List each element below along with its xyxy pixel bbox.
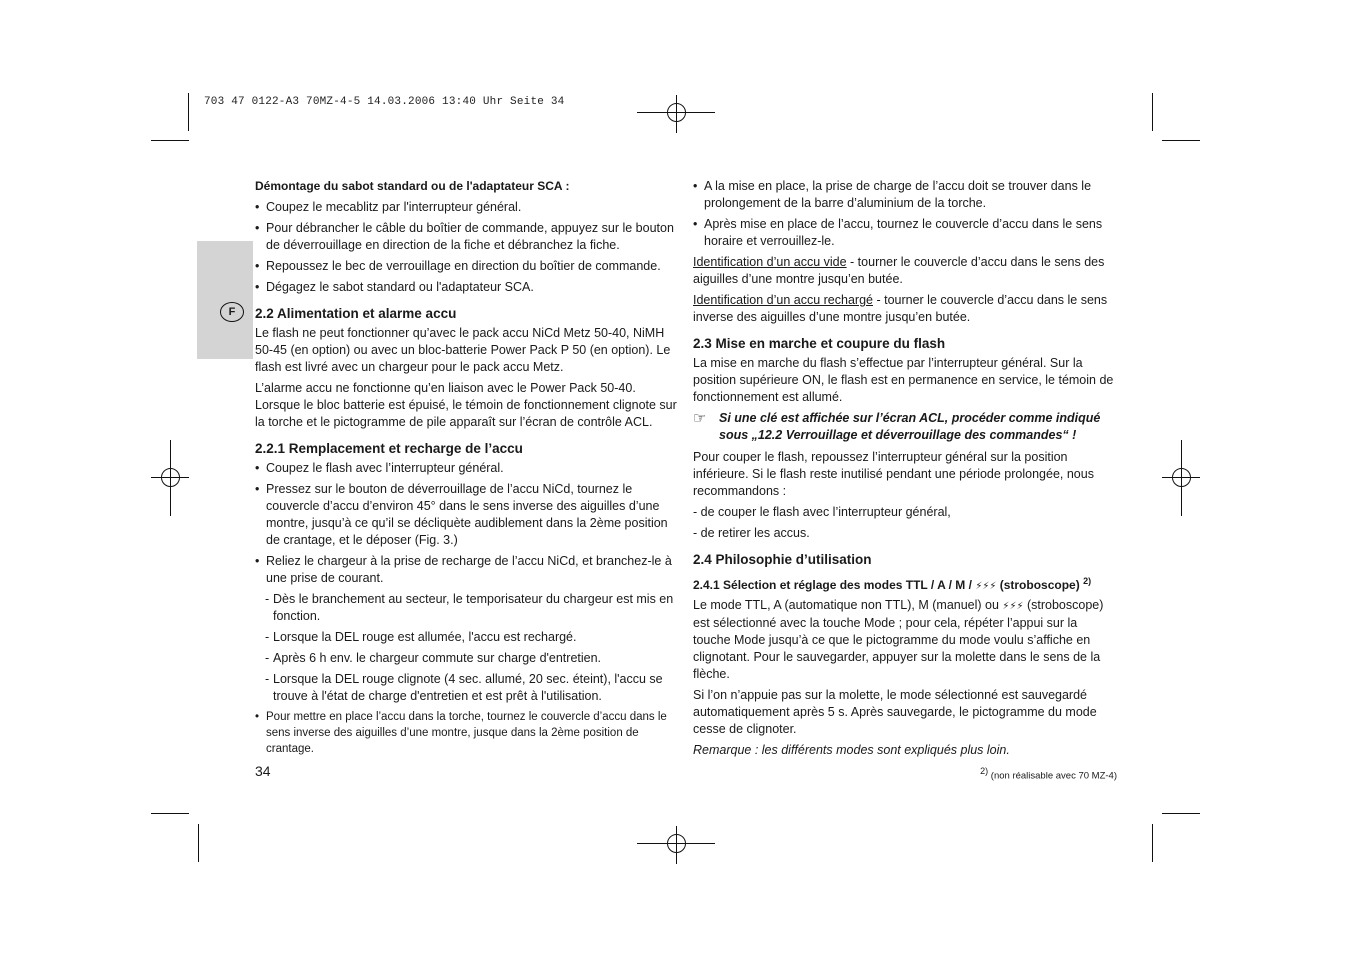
paragraph: Identification d’un accu rechargé - tourner le couvercle d’accu dans le sens inverse des aiguilles d’une montre jusqu’en butée. xyxy=(693,293,1108,324)
dash-item: - Après 6 h env. le chargeur commute sur charge d'entretien. xyxy=(265,651,602,665)
dash-item: - Dès le branchement au secteur, le temporisateur du chargeur est mis en fonction. xyxy=(265,592,674,623)
dash-item: - Lorsque la DEL rouge clignote (4 sec. allumé, 20 sec. éteint), l'accu se trouve à l'état de charge d'entretien et est prêt à l'utilisation. xyxy=(265,672,663,703)
paragraph: Si l’on n’appuie pas sur la molette, le mode sélectionné est sauvegardé automatiquement après 5 s. Après sauvegarde, le pictogramme du mode cesse de clignoter. xyxy=(693,688,1097,736)
list-item: • Reliez le chargeur à la prise de recharge de l’accu NiCd, et branchez-le à une prise de courant. xyxy=(255,554,672,585)
language-tab xyxy=(197,241,253,359)
remark: Remarque : les différents modes sont expliqués plus loin. xyxy=(693,743,1010,757)
dash-item: - Lorsque la DEL rouge est allumée, l'accu est rechargé. xyxy=(265,630,577,644)
note: ☞ Si une clé est affichée sur l’écran ACL, procéder comme indiqué sous „12.2 Verrouillage et déverrouillage des commandes“ ! xyxy=(693,410,1101,442)
list-item: - de couper le flash avec l’interrupteur général, xyxy=(693,505,951,519)
footnote: $^{2)}$ (non réalisable avec 70 MZ-4) xyxy=(980,766,1117,782)
paragraph: Identification d’un accu vide - tourner le couvercle d’accu dans le sens des aiguilles d’une montre jusqu’en butée. xyxy=(693,255,1105,286)
print-header: 703 47 0122-A3 70MZ-4-5 14.03.2006 13:40 Uhr Seite 34 xyxy=(204,96,565,108)
list-item: • Coupez le mecablitz par l'interrupteur général. xyxy=(255,200,522,214)
pointing-hand-icon: ☞ xyxy=(693,410,707,427)
list-item: • A la mise en place, la prise de charge de l’accu doit se trouver dans le prolongement de la barre d’aluminium de la torche. xyxy=(693,179,1092,210)
list-item: • Dégagez le sabot standard ou l'adaptateur SCA. xyxy=(255,280,534,294)
list-item: • Pour mettre en place l’accu dans la torche, tournez le couvercle d’accu dans le sens inverse des aiguilles d’une montre, jusque dans la 2ème position de crantage. xyxy=(255,711,667,755)
term-charged-battery: Identification d’un accu rechargé xyxy=(693,293,873,307)
heading-2-2: 2.2 Alimentation et alarme accu xyxy=(255,306,457,321)
list-item: • Coupez le flash avec l’interrupteur général. xyxy=(255,461,504,475)
list-item: • Pressez sur le bouton de déverrouillage de l’accu NiCd, tournez le couvercle d’accu d’environ 45° dans le sens inverse des aiguilles d’une montre, jusqu’à ce qu’il se décliquète audiblement dans la 2ème position de crantage, et le déposer (Fig. 3.) xyxy=(255,482,668,547)
paragraph: L’alarme accu ne fonctionne qu’en liaison avec le Power Pack 50-40. Lorsque le bloc batterie est épuisé, le témoin de fonctionnement clignote sur la torche et le pictogramme de pile apparaît sur l’écran de contrôle ACL. xyxy=(255,381,677,429)
heading-2-4: 2.4 Philosophie d’utilisation xyxy=(693,552,872,567)
heading-2-2-1: 2.2.1 Remplacement et recharge de l’accu xyxy=(255,441,523,456)
heading-2-3: 2.3 Mise en marche et coupure du flash xyxy=(693,336,946,351)
right-column xyxy=(693,178,1117,785)
paragraph: Le flash ne peut fonctionner qu’avec le pack accu NiCd Metz 50-40, NiMH 50-45 (en option) ou avec un bloc-batterie Power Pack P 50 (en option). Le flash est livré avec un chargeur pour le pack accu Metz. xyxy=(255,326,671,374)
stroboscope-icon: ⚡⚡⚡ xyxy=(1002,601,1024,612)
stroboscope-icon: ⚡⚡⚡ xyxy=(975,581,997,592)
heading-demontage: Démontage du sabot standard ou de l'adaptateur SCA : xyxy=(255,179,570,193)
paragraph: Pour couper le flash, repoussez l’interrupteur général sur la position inférieure. Si le flash reste inutilisé pendant une période prolongée, nous recommandons : xyxy=(693,450,1094,498)
language-tab-letter: F xyxy=(220,302,244,322)
term-empty-battery: Identification d’un accu vide xyxy=(693,255,847,269)
list-item: • Après mise en place de l’accu, tournez le couvercle d’accu dans le sens horaire et verrouillez-le. xyxy=(693,217,1103,248)
list-item: • Repoussez le bec de verrouillage en direction du boîtier de commande. xyxy=(255,259,661,273)
page-number: 34 xyxy=(255,763,271,779)
left-column xyxy=(255,178,679,757)
list-item: • Pour débrancher le câble du boîtier de commande, appuyez sur le bouton de déverrouillage en direction de la fiche et débranchez la fiche. xyxy=(255,221,674,252)
paragraph: La mise en marche du flash s’effectue par l’interrupteur général. Sur la position supérieure ON, le flash est en permanence en service, le témoin de fonctionnement est allumé. xyxy=(693,356,1114,404)
paragraph: Le mode TTL, A (automatique non TTL), M (manuel) ou ⚡⚡⚡ (stroboscope) est sélectionné avec la touche Mode ; pour cela, répéter l’appui sur la touche Mode jusqu’à ce que le pictogramme du mode voulu s’affiche en clignotant. Pour le sauvegarder, appuyer sur la molette dans le sens de la flèche. xyxy=(693,598,1104,681)
list-item: - de retirer les accus. xyxy=(693,526,810,540)
heading-2-4-1: 2.4.1 Sélection et réglage des modes TTL / A / M / ⚡⚡⚡ (stroboscope) $^{2)}$ xyxy=(693,576,1092,592)
